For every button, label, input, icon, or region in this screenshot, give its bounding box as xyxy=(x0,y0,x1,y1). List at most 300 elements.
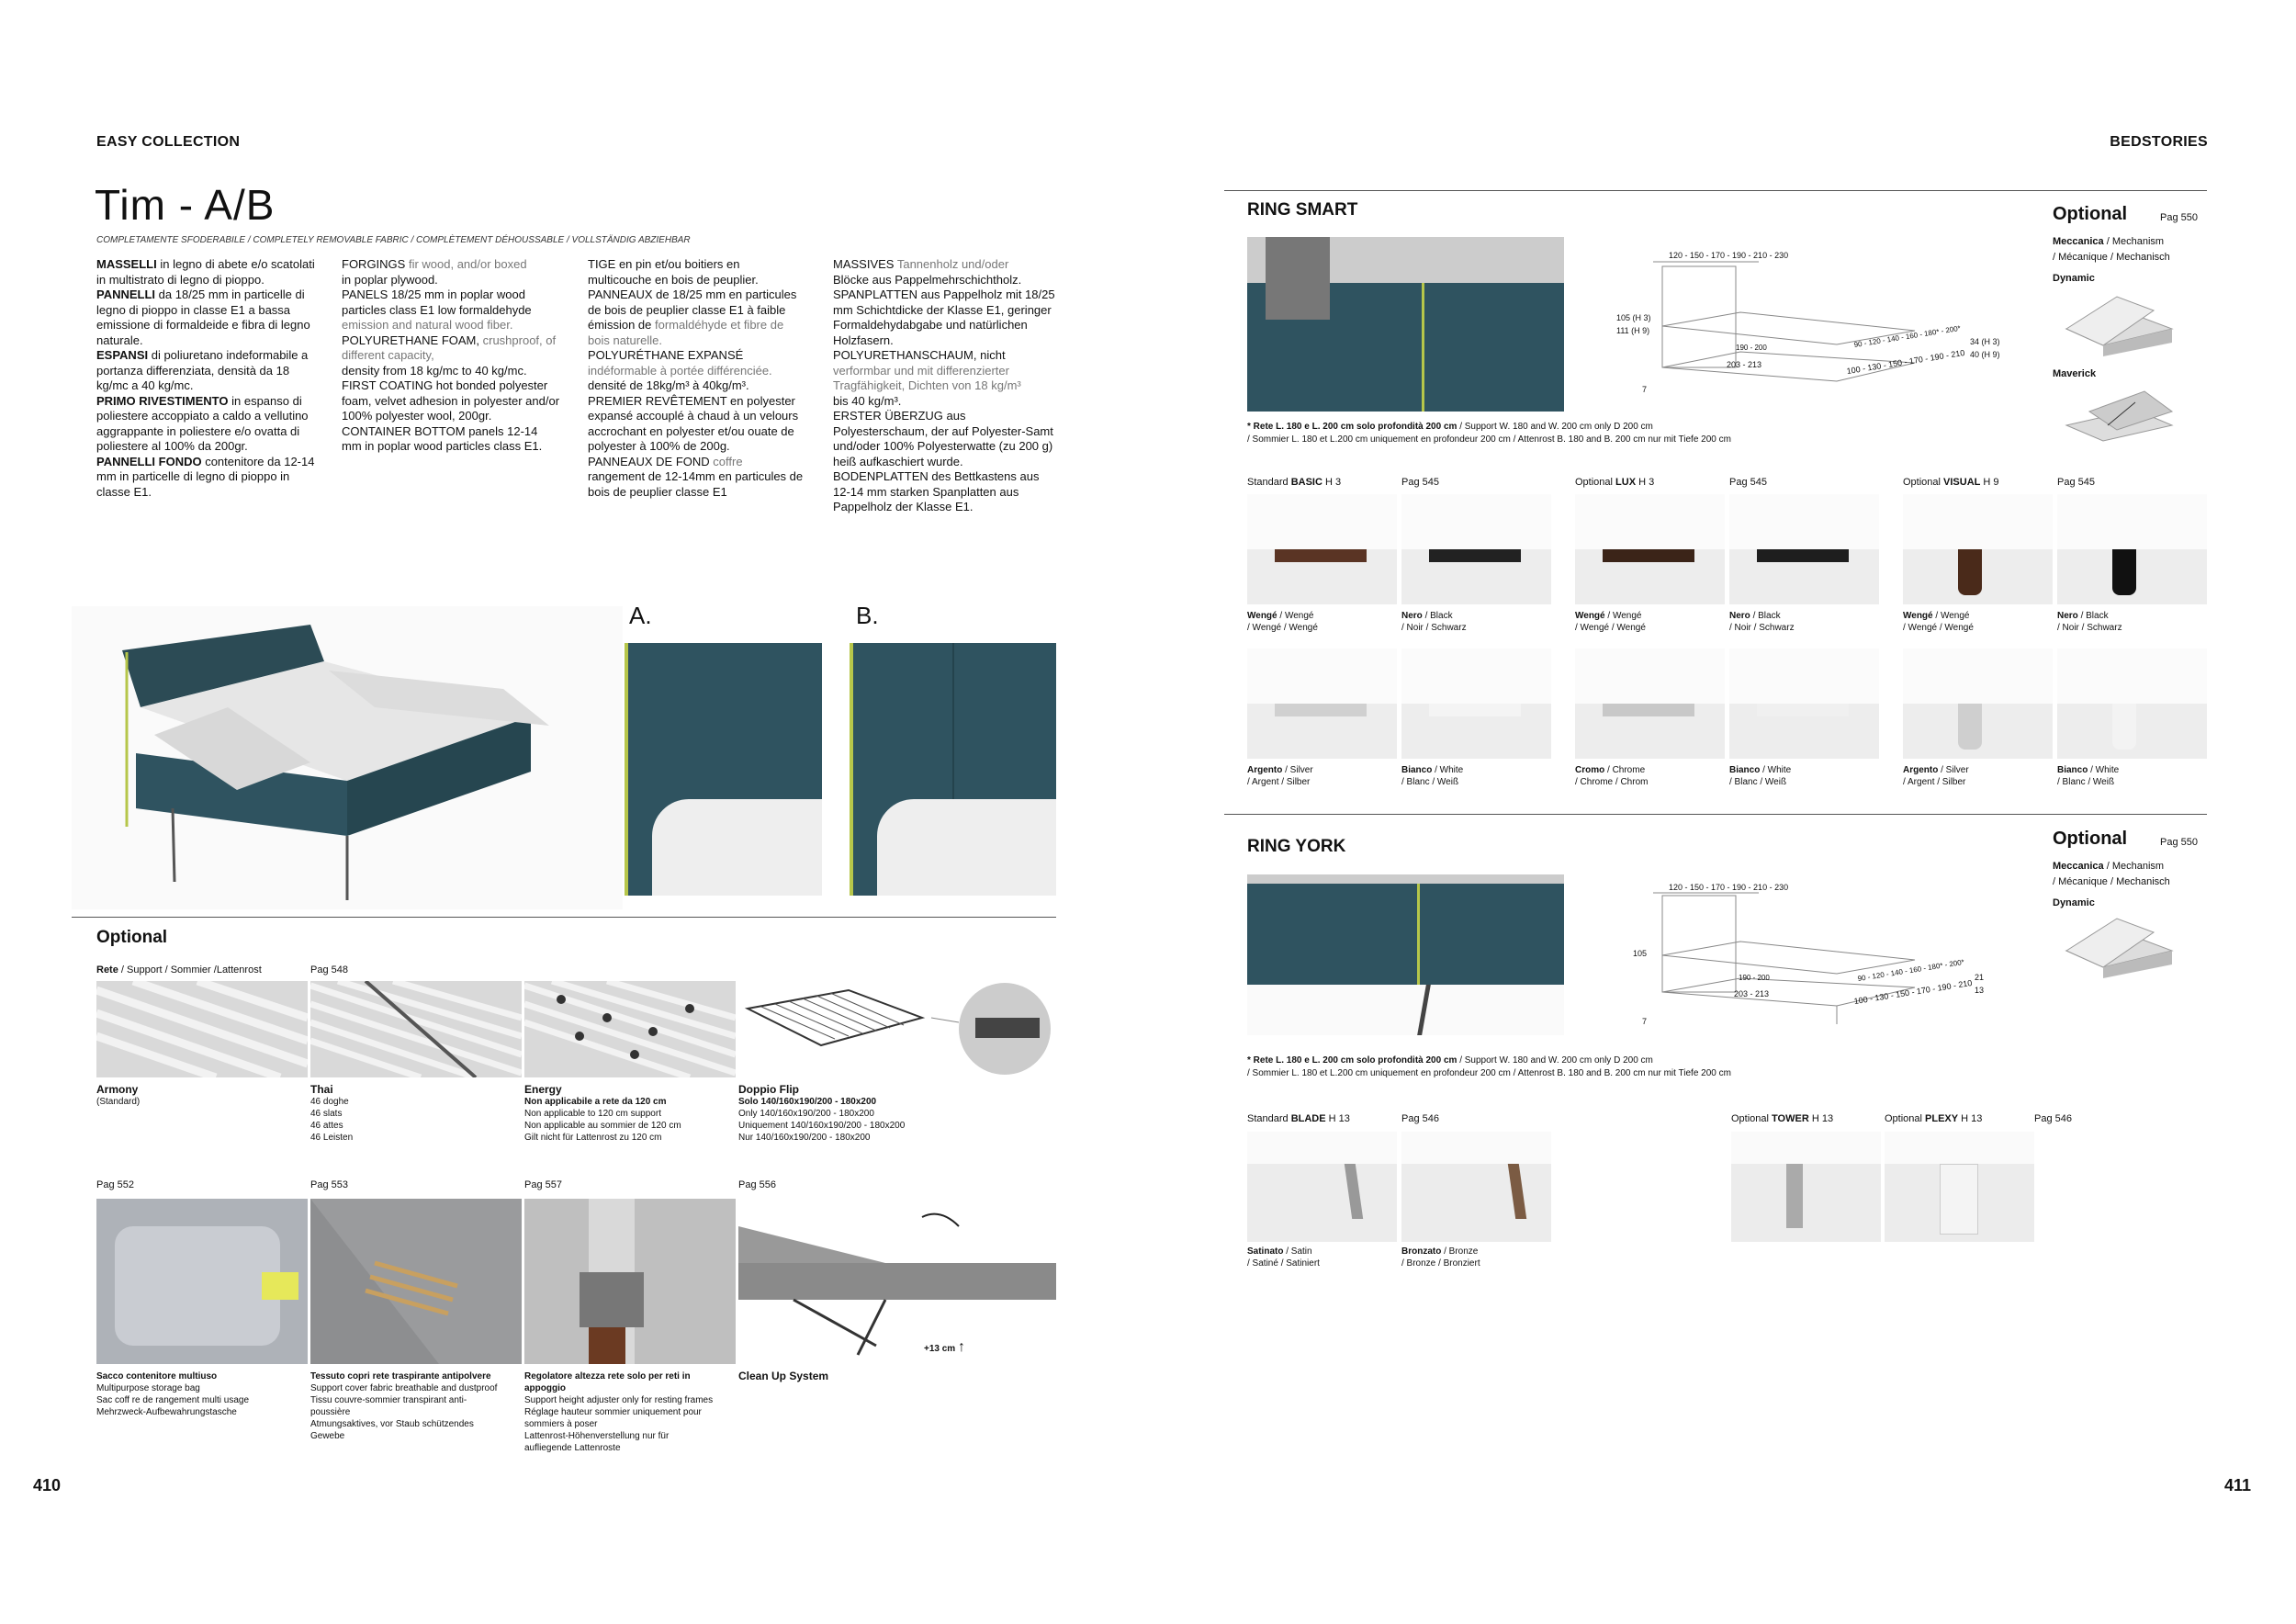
foot-finish xyxy=(1401,764,1551,776)
description-paragraph xyxy=(96,257,315,288)
label-height: H 3 xyxy=(1636,477,1655,488)
extra-name: Clean Up System xyxy=(738,1370,829,1382)
extra-detail: Sac coff re de rangement multi usage xyxy=(96,1395,250,1405)
foot-caption xyxy=(1401,764,1551,788)
clean-up-photo xyxy=(738,1199,1056,1364)
paragraph-text: densité de 18kg/m³ à 40kg/m³. xyxy=(588,378,749,392)
foot-body xyxy=(2057,648,2207,704)
foot-finish xyxy=(2057,764,2207,776)
extra-detail: Mehrzweck-Aufbewahrungstasche xyxy=(96,1407,237,1417)
foot-photo xyxy=(1729,648,1879,759)
foot-shape xyxy=(2112,549,2136,595)
description-paragraph xyxy=(833,394,1058,410)
extra-detail: Atmungsaktives, vor Staub schützendes xyxy=(310,1419,474,1429)
variant-b-label: B. xyxy=(856,602,879,629)
slat-detail: 46 attes xyxy=(310,1121,343,1131)
foot-shape xyxy=(1429,549,1521,562)
ring-smart-note: * Rete L. 180 e L. 200 cm solo profondità 200 cm / Support W. 180 and W. 200 cm only D 200 cm xyxy=(1247,422,1653,432)
paragraph-heading: PANNELLI FONDO xyxy=(96,454,202,468)
paragraph-text: POLYURETHANSCHAUM, nicht xyxy=(833,348,1006,362)
foot-finish xyxy=(1247,764,1397,776)
ring-smart-dimension-drawing xyxy=(1612,243,2007,395)
description-paragraph xyxy=(833,273,1058,288)
description-paragraph xyxy=(588,469,806,500)
plexy-foot-photo xyxy=(1885,1132,2034,1242)
description-paragraph xyxy=(833,409,1058,469)
paragraph-text: FIRST COATING hot bonded polyester foam, velvet adhesion in polyester and/or 100% polyester wool, 200gr. xyxy=(342,378,560,423)
ring-york-dim-w2: 100 - 130 - 150 - 170 - 190 - 210 xyxy=(1852,977,1973,1007)
ring-york-dim-d2: 203 - 213 xyxy=(1734,989,1770,998)
foot-finish-translations: / Argent / Silber xyxy=(1247,777,1311,787)
foot-finish xyxy=(1401,1246,1551,1257)
ring-smart-dim-w1: 90 - 120 - 140 - 160 - 180* - 200* xyxy=(1853,323,1962,350)
york-plexy-label: Optional PLEXY H 13 xyxy=(1885,1113,1983,1124)
foot-finish-translations: / Blanc / Weiß xyxy=(1401,777,1459,787)
extra-detail: aufliegende Lattenroste xyxy=(524,1443,621,1453)
rete-label: Rete / Support / Sommier /Lattenrost xyxy=(96,964,262,976)
ring-smart-optional-title: Optional xyxy=(2053,204,2128,224)
ring-york-photo xyxy=(1247,874,1564,1035)
paragraph-text-secondary: coffre xyxy=(709,454,743,468)
slat-detail: 46 slats xyxy=(310,1109,343,1119)
ring-york-dim-r2: 13 xyxy=(1975,986,1985,995)
foot-finish-translations: / Noir / Schwarz xyxy=(1729,623,1795,633)
ring-york-optional-title: Optional xyxy=(2053,829,2128,849)
finish-translation: / Black xyxy=(2077,611,2109,621)
ring-smart-dim-width: 120 - 150 - 170 - 190 - 210 - 230 xyxy=(1669,251,1789,260)
finish-name: Wengé xyxy=(1247,611,1277,621)
description-paragraph xyxy=(342,364,560,379)
variant-a-photo xyxy=(625,643,822,896)
slat-name: Energy xyxy=(524,1083,562,1096)
rete-page: Pag 548 xyxy=(310,964,348,976)
foot-body xyxy=(2057,494,2207,549)
ring-york-note2: / Sommier L. 180 et L.200 cm uniquement en profondeur 200 cm / Attenrost B. 180 and B. 200 cm nur mit Tiefe 200 cm xyxy=(1247,1068,1731,1078)
label-prefix: Optional xyxy=(1575,477,1616,488)
foot-photo xyxy=(1247,494,1397,604)
paragraph-heading: PRIMO RIVESTIMENTO xyxy=(96,393,229,408)
optional-title: Optional xyxy=(96,928,168,947)
finish-translation: / Wengé xyxy=(1277,611,1314,621)
label-model: LUX xyxy=(1615,477,1637,488)
foot-finish-translations: / Noir / Schwarz xyxy=(2057,623,2122,633)
paragraph-text-secondary: crushproof, of different capacity, xyxy=(342,333,557,362)
description-paragraph xyxy=(588,394,806,455)
brand-header: BEDSTORIES xyxy=(2110,134,2208,150)
extra-detail: Support height adjuster only for resting frames xyxy=(524,1395,714,1405)
ring-york-dynamic-label: Dynamic xyxy=(2053,897,2095,908)
paragraph-text: in legno di abete e/o scatolati in multistrato di legno di pioppo. xyxy=(96,257,315,287)
foot-finish-translations: / Satiné / Satiniert xyxy=(1247,1258,1320,1269)
description-french xyxy=(588,257,806,500)
extra-detail: Multipurpose storage bag xyxy=(96,1383,200,1393)
extra-detail: Lattenrost-Höhenverstellung nur für xyxy=(524,1431,670,1441)
description-paragraph xyxy=(96,394,315,455)
slat-detail: 46 Leisten xyxy=(310,1133,354,1143)
foot-body xyxy=(1729,648,1879,704)
height-adjuster-photo xyxy=(524,1199,736,1364)
foot-body xyxy=(1401,648,1551,704)
paragraph-text-secondary: verformbar und mit differenzierter Tragfähigkeit, Dichten von 18 kg/m³ xyxy=(833,363,1021,392)
feet-group-page: Pag 545 xyxy=(1729,477,1767,488)
variant-b-photo xyxy=(850,643,1056,896)
foot-caption xyxy=(2057,764,2207,788)
ring-smart-dim-d1: 190 - 200 xyxy=(1736,344,1767,352)
foot-shape xyxy=(1603,704,1694,716)
paragraph-heading: PANNELLI xyxy=(96,288,156,301)
extra-name: Regolatore altezza rete solo per reti in appoggio xyxy=(524,1371,691,1393)
foot-shape xyxy=(1275,704,1367,716)
paragraph-text: POLYURÉTHANE EXPANSÉ xyxy=(588,348,744,362)
finish-translation: / Black xyxy=(1750,611,1781,621)
ring-smart-dim-h2: 111 (H 9) xyxy=(1616,326,1650,335)
york-standard-label: Standard BLADE H 13 xyxy=(1247,1113,1350,1124)
foot-caption xyxy=(1247,610,1397,634)
finish-translation: / Silver xyxy=(1938,765,1969,775)
finish-name: Satinato xyxy=(1247,1246,1284,1257)
foot-caption xyxy=(1729,764,1879,788)
label-prefix: Optional xyxy=(1903,477,1944,488)
description-paragraph xyxy=(342,333,560,364)
foot-caption xyxy=(1575,764,1725,788)
description-paragraph xyxy=(588,288,806,348)
paragraph-text: SPANPLATTEN aus Pappelholz mit 18/25 mm Schichtdicke der Klasse E1, geringer Formaldehydabgabe und natürlichen Holzfasern. xyxy=(833,288,1055,347)
description-paragraph xyxy=(96,288,315,348)
foot-photo xyxy=(1575,648,1725,759)
york-optional-page: Pag 546 xyxy=(2034,1113,2072,1124)
ring-smart-dim-h1: 105 (H 3) xyxy=(1616,313,1651,322)
paragraph-text-secondary: fir wood, and/or boxed xyxy=(405,257,527,271)
ring-smart-dim-r1: 34 (H 3) xyxy=(1970,337,2000,346)
paragraph-text: TIGE en pin et/ou boitiers en multicouche en bois de peuplier. xyxy=(588,257,759,287)
slat-detail: Non applicabile a rete da 120 cm xyxy=(524,1097,667,1107)
label-height: H 9 xyxy=(1980,477,1999,488)
ring-smart-optional-page: Pag 550 xyxy=(2160,212,2198,223)
paragraph-text: BODENPLATTEN des Bettkastens aus 12-14 mm starken Spanplatten aus Pappelholz der Klasse E1. xyxy=(833,469,1040,513)
foot-finish-translations: / Bronze / Bronziert xyxy=(1401,1258,1480,1269)
ring-york-dim-h1: 105 xyxy=(1633,949,1648,958)
finish-name: Argento xyxy=(1903,765,1939,775)
foot-body xyxy=(1575,648,1725,704)
foot-photo xyxy=(1401,494,1551,604)
foot-finish xyxy=(1575,764,1725,776)
paragraph-text: FORGINGS xyxy=(342,257,406,271)
finish-name: Nero xyxy=(1729,611,1750,621)
description-paragraph xyxy=(342,273,560,288)
description-paragraph xyxy=(833,469,1058,515)
foot-body xyxy=(1575,494,1725,549)
foot-finish-translations: / Noir / Schwarz xyxy=(1401,623,1467,633)
finish-name: Wengé xyxy=(1575,611,1605,621)
paragraph-text-secondary: Tannenholz und/oder xyxy=(894,257,1009,271)
description-paragraph xyxy=(342,288,560,333)
ring-york-dim-w1: 90 - 120 - 140 - 160 - 180* - 200* xyxy=(1857,957,1965,984)
description-paragraph xyxy=(588,378,806,394)
feet-group-label xyxy=(1903,476,1999,489)
ring-york-mechanism: Meccanica / Mechanism xyxy=(2053,861,2165,872)
paragraph-text: PANELS 18/25 mm in poplar wood particles class E1 low formaldehyde xyxy=(342,288,532,317)
finish-translation: / Chrome xyxy=(1604,765,1646,775)
foot-finish-translations: / Wengé / Wengé xyxy=(1247,623,1318,633)
york-foot-caption xyxy=(1401,1246,1551,1269)
paragraph-text: CONTAINER BOTTOM panels 12-14 mm in poplar wood particles class E1. xyxy=(342,423,543,453)
slat-detail: Solo 140/160x190/200 - 180x200 xyxy=(738,1097,877,1107)
description-paragraph xyxy=(833,348,1058,394)
ring-smart-maverick-label: Maverick xyxy=(2053,368,2097,379)
description-english xyxy=(342,257,560,455)
york-foot-caption xyxy=(1247,1246,1397,1269)
subtitle: COMPLETAMENTE SFODERABILE / COMPLETELY REMOVABLE FABRIC / COMPLÈTEMENT DÉHOUSSABLE / VOLLSTÄNDIG ABZIEHBAR xyxy=(96,235,691,245)
finish-translation: / Satin xyxy=(1283,1246,1312,1257)
description-paragraph xyxy=(96,455,315,501)
finish-name: Wengé xyxy=(1903,611,1933,621)
paragraph-text: di poliuretano indeformabile a portanza differenziata, densità da 18 kg/mc a 40 kg/mc. xyxy=(96,348,309,392)
support-cover-photo xyxy=(310,1199,522,1364)
slat-detail: 46 doghe xyxy=(310,1097,349,1107)
ring-york-note: * Rete L. 180 e L. 200 cm solo profondità 200 cm / Support W. 180 and W. 200 cm only D 200 cm xyxy=(1247,1055,1653,1066)
ring-smart-note2: / Sommier L. 180 et L.200 cm uniquement en profondeur 200 cm / Attenrost B. 180 and B. 200 cm nur mit Tiefe 200 cm xyxy=(1247,434,1731,445)
foot-finish xyxy=(1247,1246,1397,1257)
finish-translation: / White xyxy=(1432,765,1464,775)
foot-photo xyxy=(2057,648,2207,759)
paragraph-text: da 18/25 mm in particelle di legno di pioppo in classe E1 a bassa emissione di formaldeide e fibra di legno naturale. xyxy=(96,288,310,347)
page-number-left: 410 xyxy=(33,1476,62,1494)
paragraph-text: rangement de 12-14mm en particules de bois de peuplier classe E1 xyxy=(588,469,804,499)
extra-detail: Tissu couvre-sommier transpirant anti- xyxy=(310,1395,467,1405)
feet-group-label xyxy=(1575,476,1654,489)
finish-name: Bianco xyxy=(1729,765,1761,775)
label-height: H 3 xyxy=(1322,477,1342,488)
extra-detail: Gewebe xyxy=(310,1431,345,1441)
paragraph-text: density from 18 kg/mc to 40 kg/mc. xyxy=(342,363,527,378)
tower-foot-photo xyxy=(1731,1132,1881,1242)
description-paragraph xyxy=(588,455,806,470)
slat-detail: Uniquement 140/160x190/200 - 180x200 xyxy=(738,1121,906,1131)
finish-name: Bianco xyxy=(1401,765,1433,775)
foot-body xyxy=(1729,494,1879,549)
extra-detail: poussière xyxy=(310,1407,351,1417)
paragraph-text: ERSTER ÜBERZUG aus Polyesterschaum, der auf Polyester-Samt und/oder 100% Polyesterwatte (zu 200 g) heiß aufkaschiert wurde. xyxy=(833,409,1053,468)
dynamic-mechanism-photo xyxy=(2062,292,2177,356)
label-prefix: Standard xyxy=(1247,477,1291,488)
extra-name: Sacco contenitore multiuso xyxy=(96,1371,218,1382)
foot-finish xyxy=(1401,610,1551,622)
extra-detail: sommiers à poser xyxy=(524,1419,598,1429)
foot-caption xyxy=(1903,764,2053,788)
variant-a-label: A. xyxy=(629,602,652,629)
paragraph-text: bis 40 kg/m³. xyxy=(833,393,902,408)
foot-caption xyxy=(2057,610,2207,634)
description-paragraph xyxy=(833,257,1058,273)
foot-finish xyxy=(1903,610,2053,622)
foot-shape xyxy=(1757,704,1849,716)
feet-group-page: Pag 545 xyxy=(1401,477,1439,488)
paragraph-text: in poplar plywood. xyxy=(342,272,438,287)
extra-page-ref: Pag 552 xyxy=(96,1179,134,1190)
finish-name: Cromo xyxy=(1575,765,1605,775)
description-paragraph xyxy=(588,348,806,378)
foot-photo xyxy=(1575,494,1725,604)
foot-caption xyxy=(1401,610,1551,634)
slat-armony-photo xyxy=(96,981,308,1077)
description-german xyxy=(833,257,1058,515)
extra-detail: Support cover fabric breathable and dustproof xyxy=(310,1383,498,1393)
finish-translation: / Bronze xyxy=(1441,1246,1479,1257)
collection-header: EASY COLLECTION xyxy=(96,134,241,150)
label-model: VISUAL xyxy=(1943,477,1981,488)
maverick-mechanism-photo xyxy=(2062,384,2177,448)
finish-translation: / White xyxy=(2088,765,2120,775)
paragraph-text-secondary: formaldéhyde et fibre de bois naturelle. xyxy=(588,318,784,347)
extra-caption xyxy=(96,1370,306,1418)
ring-york-dim-d1: 190 - 200 xyxy=(1739,974,1770,982)
foot-caption xyxy=(1903,610,2053,634)
description-paragraph xyxy=(342,378,560,424)
divider xyxy=(1224,814,2207,815)
slat-detail: Only 140/160x190/200 - 180x200 xyxy=(738,1109,874,1119)
ring-smart-dim-d2: 203 - 213 xyxy=(1727,360,1762,369)
finish-translation: / White xyxy=(1760,765,1792,775)
foot-finish xyxy=(2057,610,2207,622)
description-paragraph xyxy=(833,288,1058,348)
foot-photo xyxy=(1729,494,1879,604)
foot-caption xyxy=(1729,610,1879,634)
foot-body xyxy=(1903,648,2053,704)
extra-name: Tessuto copri rete traspirante antipolvere xyxy=(310,1371,491,1382)
extra-caption xyxy=(738,1370,948,1382)
finish-name: Nero xyxy=(2057,611,2078,621)
ring-york-dim-r1: 21 xyxy=(1975,973,1985,982)
foot-photo xyxy=(1247,648,1397,759)
foot-finish xyxy=(1903,764,2053,776)
description-paragraph xyxy=(342,257,560,273)
paragraph-text: POLYURETHANE FOAM, xyxy=(342,333,480,347)
finish-name: Argento xyxy=(1247,765,1283,775)
york-standard-page: Pag 546 xyxy=(1401,1113,1439,1124)
description-paragraph xyxy=(96,348,315,394)
blade-bronze-foot-photo xyxy=(1401,1132,1551,1242)
label-model: BASIC xyxy=(1290,477,1322,488)
ring-smart-dim-r2: 40 (H 9) xyxy=(1970,350,2000,359)
storage-bag-photo xyxy=(96,1199,308,1364)
paragraph-heading: ESPANSI xyxy=(96,348,149,362)
york-tower-label: Optional TOWER H 13 xyxy=(1731,1113,1834,1124)
foot-finish-translations: / Blanc / Weiß xyxy=(1729,777,1787,787)
slat-doppio-flip-photo xyxy=(738,981,1056,1077)
slat-thai-photo xyxy=(310,981,522,1077)
paragraph-text-secondary: indéformable à portée différenciée. xyxy=(588,363,772,378)
ring-york-optional-page: Pag 550 xyxy=(2160,837,2198,848)
finish-name: Bianco xyxy=(2057,765,2088,775)
foot-shape xyxy=(2112,704,2136,750)
foot-photo xyxy=(1903,648,2053,759)
foot-finish xyxy=(1729,610,1879,622)
foot-photo xyxy=(1401,648,1551,759)
slat-name: Thai xyxy=(310,1083,333,1096)
paragraph-text: PREMIER REVÊTEMENT en polyester expansé accouplé à chaud à un velours accrochant en polyester et/ou ouate de polyester à 100% de 200g. xyxy=(588,393,799,453)
foot-shape xyxy=(1757,549,1849,562)
foot-finish xyxy=(1729,764,1879,776)
slat-caption xyxy=(524,1084,734,1144)
paragraph-text: Blöcke aus Pappelmehrschichtholz. xyxy=(833,272,1022,287)
paragraph-text: PANNEAUX de 18/25 mm en particules de bois de peuplier classe E1 à faible émission de xyxy=(588,288,797,332)
extra-page-ref: Pag 557 xyxy=(524,1179,562,1190)
finish-translation: / Silver xyxy=(1282,765,1313,775)
foot-finish xyxy=(1247,610,1397,622)
foot-caption xyxy=(1575,610,1725,634)
foot-shape xyxy=(1429,704,1521,716)
foot-shape xyxy=(1275,549,1367,562)
foot-body xyxy=(1247,494,1397,549)
ring-smart-mechanism: Meccanica / Mechanism xyxy=(2053,236,2165,247)
slat-detail: Non applicable to 120 cm support xyxy=(524,1109,661,1119)
finish-name: Nero xyxy=(1401,611,1423,621)
foot-shape xyxy=(1958,549,1982,595)
divider xyxy=(1224,190,2207,191)
slat-detail: (Standard) xyxy=(96,1097,141,1107)
ring-york-title: RING YORK xyxy=(1247,837,1346,856)
foot-photo xyxy=(1903,494,2053,604)
foot-finish-translations: / Argent / Silber xyxy=(1903,777,1966,787)
foot-body xyxy=(1401,494,1551,549)
description-italian xyxy=(96,257,315,500)
foot-caption xyxy=(1247,764,1397,788)
foot-photo xyxy=(2057,494,2207,604)
finish-translation: / Wengé xyxy=(1932,611,1970,621)
ring-smart-photo xyxy=(1247,237,1564,412)
foot-finish xyxy=(1575,610,1725,622)
ring-smart-mechanism2: / Mécanique / Mechanisch xyxy=(2053,252,2170,263)
slat-name: Doppio Flip xyxy=(738,1083,799,1096)
bed-main-photo xyxy=(72,606,623,909)
foot-finish-translations: / Blanc / Weiß xyxy=(2057,777,2115,787)
extra-page-ref: Pag 553 xyxy=(310,1179,348,1190)
slat-detail: Gilt nicht für Lattenrost zu 120 cm xyxy=(524,1133,662,1143)
blade-satin-foot-photo xyxy=(1247,1132,1397,1242)
ring-smart-dim-w2: 100 - 130 - 150 - 170 - 190 - 210 xyxy=(1845,347,1965,377)
finish-translation: / Wengé xyxy=(1604,611,1642,621)
paragraph-text-secondary: emission and natural wood fiber. xyxy=(342,318,513,332)
slat-caption xyxy=(738,1084,948,1144)
divider xyxy=(72,917,1056,918)
paragraph-text: PANNEAUX DE FOND xyxy=(588,454,710,468)
feet-group-label xyxy=(1247,476,1341,489)
ring-york-dim-width: 120 - 150 - 170 - 190 - 210 - 230 xyxy=(1669,883,1789,892)
ring-smart-dynamic-label: Dynamic xyxy=(2053,273,2095,284)
ring-smart-title: RING SMART xyxy=(1247,200,1358,220)
slat-energy-photo xyxy=(524,981,736,1077)
feet-group-page: Pag 545 xyxy=(2057,477,2095,488)
extra-detail: Réglage hauteur sommier uniquement pour xyxy=(524,1407,702,1417)
foot-finish-translations: / Wengé / Wengé xyxy=(1903,623,1974,633)
slat-caption xyxy=(310,1084,520,1144)
foot-shape xyxy=(1603,549,1694,562)
description-paragraph xyxy=(588,257,806,288)
slat-detail: Non applicable au sommier de 120 cm xyxy=(524,1121,681,1131)
extra-page-ref: Pag 556 xyxy=(738,1179,776,1190)
page-number-right: 411 xyxy=(2224,1476,2252,1494)
foot-body xyxy=(1247,648,1397,704)
paragraph-text: contenitore da 12-14 mm in particelle di legno di pioppo in classe E1. xyxy=(96,454,315,499)
york-dynamic-mechanism-photo xyxy=(2062,914,2177,978)
ring-york-dim-foot: 7 xyxy=(1642,1017,1648,1026)
foot-finish-translations: / Wengé / Wengé xyxy=(1575,623,1646,633)
slat-name: Armony xyxy=(96,1083,139,1096)
ring-smart-dim-foot: 7 xyxy=(1642,385,1648,394)
slat-caption xyxy=(96,1084,306,1108)
ring-york-mechanism2: / Mécanique / Mechanisch xyxy=(2053,876,2170,887)
slat-detail: Nur 140/160x190/200 - 180x200 xyxy=(738,1133,871,1143)
